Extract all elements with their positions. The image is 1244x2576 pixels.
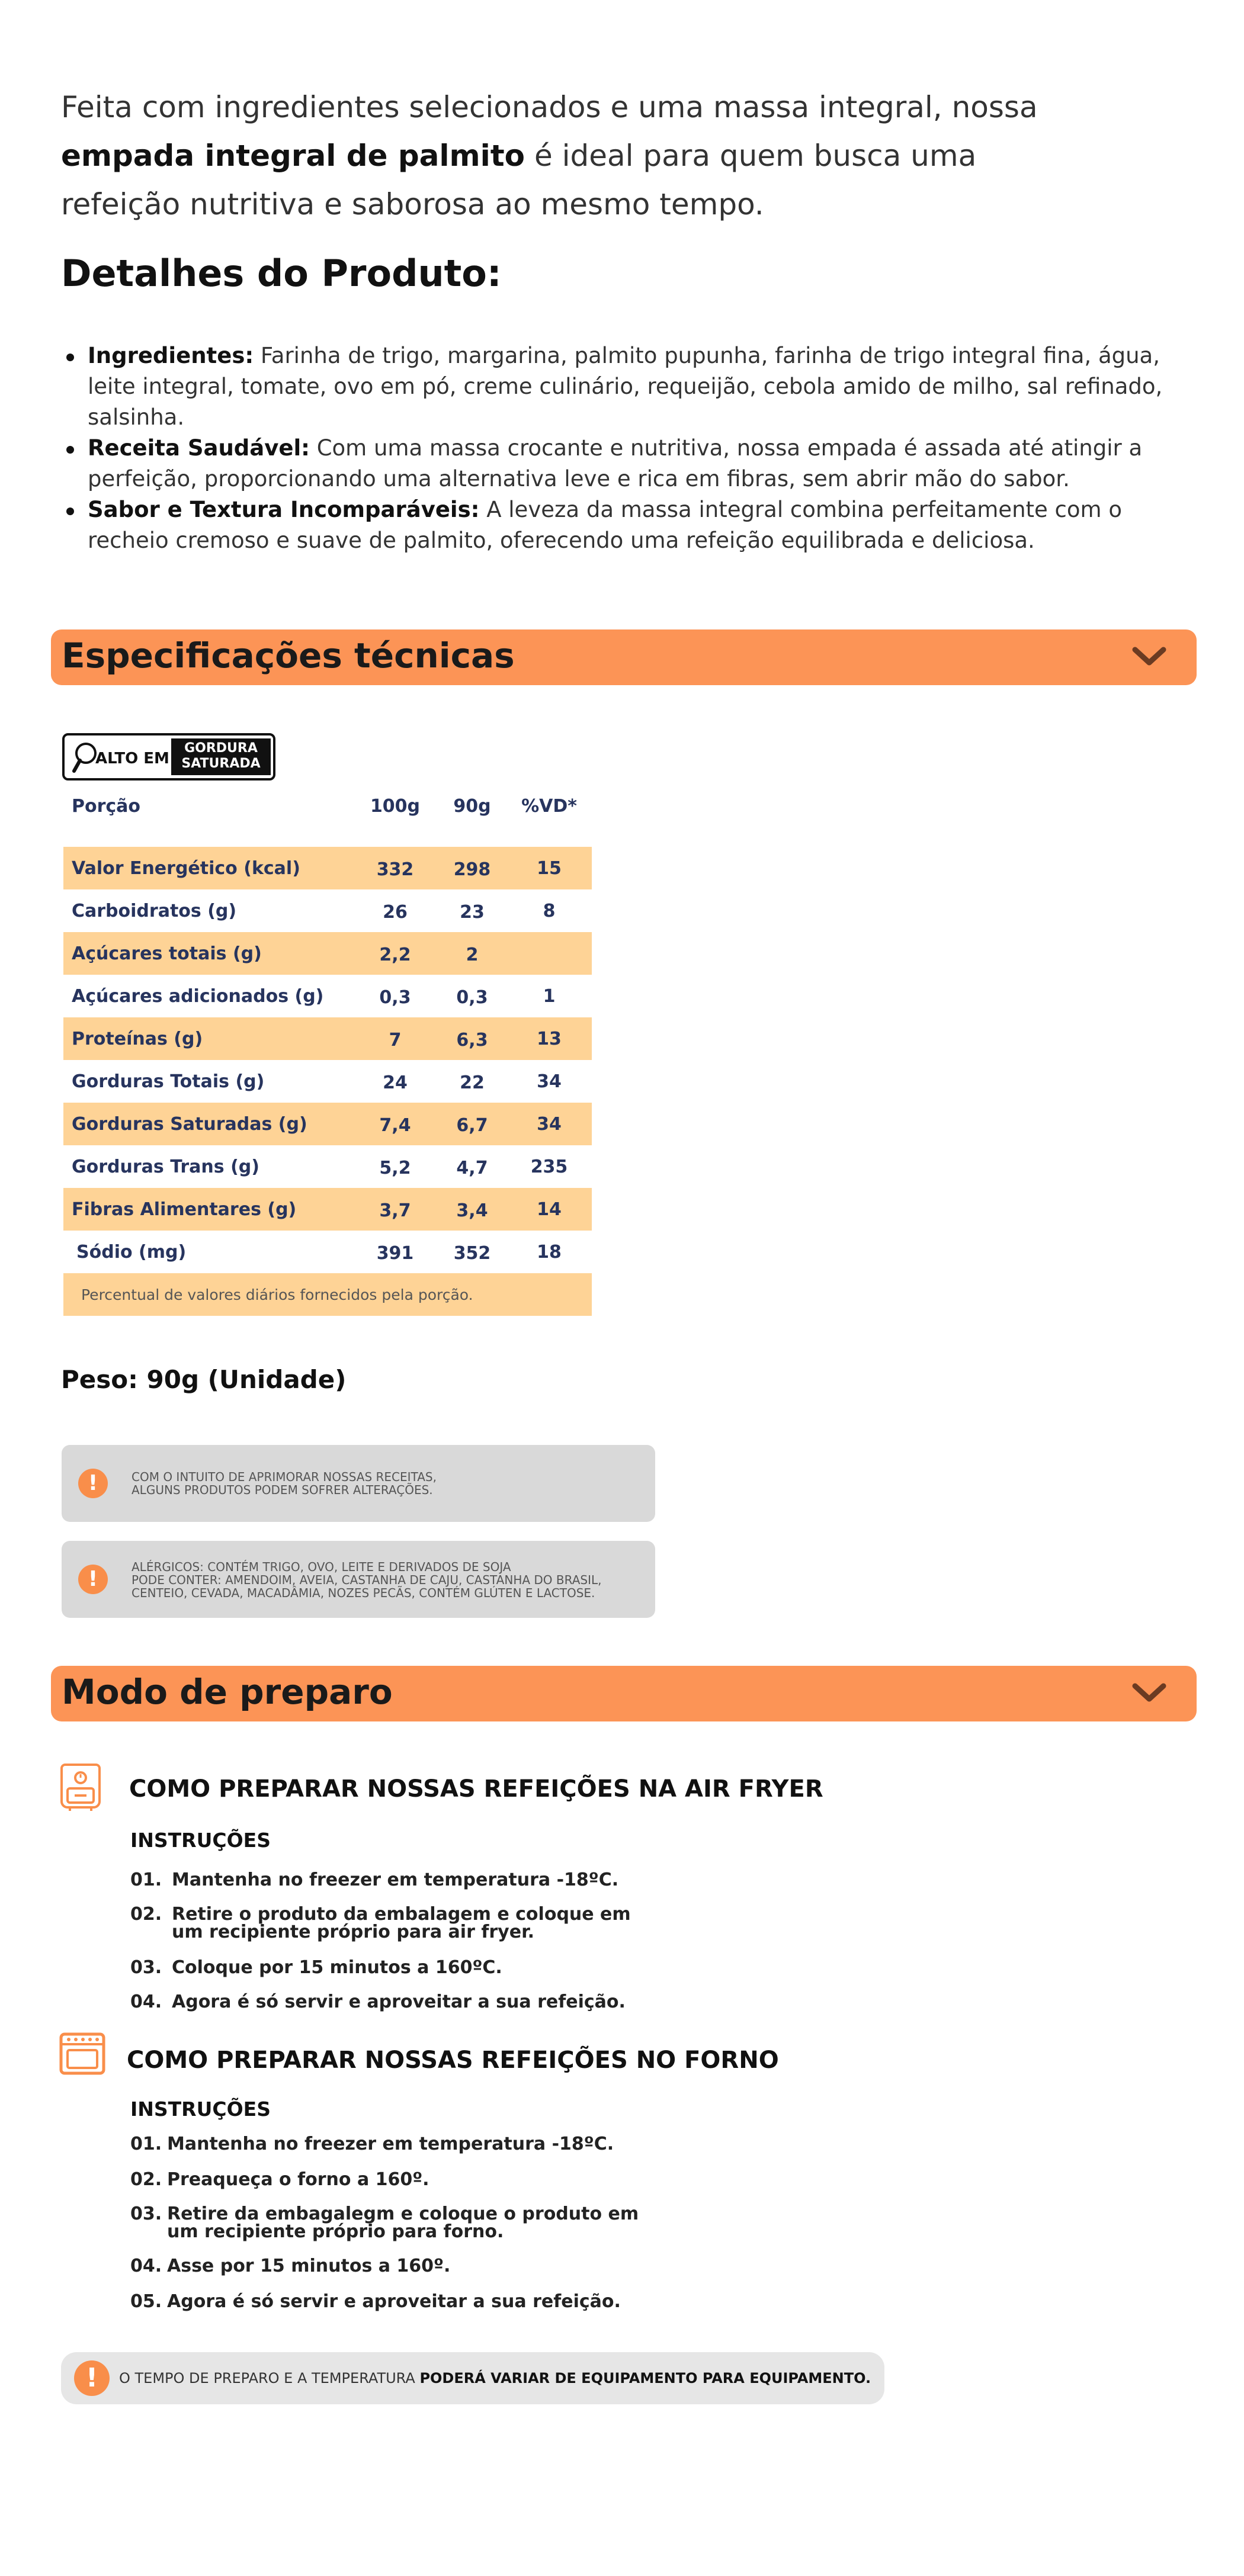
note-text [119, 2370, 871, 2387]
chevron-down-icon[interactable] [1131, 645, 1167, 669]
product-weight: Peso: 90g (Unidade) [61, 1365, 347, 1394]
list-item [130, 1993, 663, 2028]
row-90g: 2 [466, 945, 479, 965]
list-item-label: Receita Saudável: [88, 435, 310, 461]
intro-text-2: é ideal para quem busca uma [534, 139, 977, 173]
badge-line-1: GORDURA [184, 741, 258, 756]
step-text: Mantenha no freezer em temperatura -18ºC. [167, 2134, 614, 2154]
table-footnote [63, 1273, 592, 1316]
allergen-notice [62, 1541, 655, 1618]
prep-accordion-header[interactable] [51, 1666, 1197, 1721]
step-text: Asse por 15 minutos a 160º. [167, 2256, 451, 2276]
step-number: 02. [130, 1904, 162, 1925]
list-item-text: Farinha de trigo, margarina, palmito pupunha, farinha de trigo integral fina, água, leite integral, tomate, ovo em pó, creme culinário, requeijão, cebola amido de milho, sal refinado, salsinha. [88, 343, 1163, 430]
list-item [130, 1906, 663, 1959]
row-vd: 15 [537, 858, 562, 879]
row-vd: 34 [537, 1114, 562, 1135]
table-row [63, 932, 592, 975]
row-label: Gorduras Totais (g) [72, 1071, 265, 1092]
table-row [63, 889, 592, 932]
step-text: Mantenha no freezer em temperatura -18ºC. [172, 1870, 619, 1890]
list-item [65, 341, 1179, 433]
step-text: Preaqueça o forno a 160º. [167, 2169, 429, 2190]
table-row [63, 1017, 592, 1060]
row-90g: 22 [460, 1072, 485, 1093]
row-vd: 34 [537, 1071, 562, 1092]
oven-steps [130, 2135, 663, 2327]
row-100g: 2,2 [379, 945, 411, 965]
row-label: Açúcares totais (g) [72, 943, 262, 964]
high-saturated-fat-badge [62, 733, 275, 780]
row-label: Proteínas (g) [72, 1029, 203, 1049]
list-item [130, 2205, 663, 2257]
header-90g: 90g [453, 796, 491, 817]
intro-product-name: empada integral de palmito [61, 139, 525, 173]
specs-title: Especificações técnicas [62, 635, 515, 676]
step-number: 01. [130, 1870, 162, 1890]
intro-text-1: Feita com ingredientes selecionados e uma massa integral, nossa [61, 90, 1038, 124]
row-90g: 23 [460, 902, 485, 923]
table-row [63, 1188, 592, 1231]
row-100g: 391 [376, 1243, 414, 1264]
list-item [130, 1871, 663, 1906]
header-portion: Porção [72, 796, 141, 817]
step-number: 03. [130, 1957, 162, 1978]
step-text: Agora é só servir e aproveitar a sua refeição. [172, 1992, 626, 2012]
list-item-text: A leveza da massa integral combina perfeitamente com o recheio cremoso e suave de palmito, oferecendo uma refeição equilibrada e deliciosa. [88, 497, 1122, 553]
oven-icon [59, 2032, 105, 2075]
footnote-text: Percentual de valores diários fornecidos pela porção. [81, 1286, 473, 1303]
badge-line-2: SATURADA [181, 756, 261, 771]
step-number: 04. [130, 2256, 162, 2276]
list-item [65, 433, 1179, 494]
table-header [63, 788, 592, 847]
oven-instructions-label: INSTRUÇÕES [130, 2098, 271, 2121]
row-90g: 6,3 [456, 1030, 488, 1051]
row-100g: 26 [383, 902, 408, 923]
table-row [63, 847, 592, 889]
intro-paragraph [61, 83, 1068, 229]
table-row [63, 1231, 592, 1273]
prep-variation-note [61, 2352, 884, 2404]
row-label: Açúcares adicionados (g) [72, 986, 324, 1007]
airfryer-steps [130, 1871, 663, 2028]
step-text: Coloque por 15 minutos a 160ºC. [172, 1957, 502, 1978]
row-90g: 0,3 [456, 987, 488, 1008]
step-number: 05. [130, 2291, 162, 2312]
details-list [65, 341, 1179, 556]
row-90g: 298 [453, 859, 491, 880]
row-label: Gorduras Trans (g) [72, 1157, 259, 1177]
badge-box [171, 738, 271, 775]
alert-icon: ! [74, 2360, 110, 2396]
details-title: Detalhes do Produto: [61, 252, 502, 295]
airfryer-title: COMO PREPARAR NOSSAS REFEIÇÕES NA AIR FRYER [129, 1775, 823, 1803]
row-label: Fibras Alimentares (g) [72, 1199, 297, 1220]
row-vd: 14 [537, 1199, 562, 1220]
intro-text-3: refeição nutritiva e saborosa ao mesmo tempo. [61, 187, 764, 221]
header-vd: %VD* [521, 796, 577, 817]
list-item [130, 2135, 663, 2171]
row-100g: 24 [383, 1072, 408, 1093]
row-label: Sódio (mg) [76, 1242, 187, 1263]
prep-title: Modo de preparo [62, 1672, 393, 1712]
list-item-label: Ingredientes: [88, 343, 254, 368]
note-plain: O TEMPO DE PREPARO E A TEMPERATURA [119, 2370, 415, 2387]
air-fryer-icon [59, 1760, 102, 1811]
chevron-down-icon[interactable] [1131, 1681, 1167, 1705]
step-number: 02. [130, 2169, 162, 2190]
alert-icon: ! [78, 1565, 108, 1594]
row-100g: 7,4 [379, 1115, 411, 1136]
row-90g: 4,7 [456, 1158, 488, 1178]
row-90g: 6,7 [456, 1115, 488, 1136]
step-text: Retire da embagalegm e coloque o produto em um recipiente próprio para forno. [167, 2204, 639, 2242]
table-row [63, 975, 592, 1017]
row-100g: 0,3 [379, 987, 411, 1008]
alert-icon: ! [78, 1469, 108, 1498]
row-100g: 3,7 [379, 1200, 411, 1221]
nutrition-table [63, 788, 592, 1316]
list-item [130, 1959, 663, 1993]
list-item [65, 494, 1179, 556]
row-vd: 13 [537, 1029, 562, 1049]
table-row [63, 1145, 592, 1188]
specs-accordion-header[interactable] [51, 629, 1197, 685]
recipe-change-notice [62, 1445, 655, 1522]
step-number: 01. [130, 2134, 162, 2154]
list-item-label: Sabor e Textura Incomparáveis: [88, 497, 480, 522]
row-vd: 8 [543, 901, 556, 921]
list-item [130, 2171, 663, 2205]
header-100g: 100g [370, 796, 421, 817]
step-number: 04. [130, 1992, 162, 2012]
table-row [63, 1103, 592, 1145]
list-item [130, 2293, 663, 2327]
row-100g: 5,2 [379, 1158, 411, 1178]
row-vd: 1 [543, 986, 556, 1007]
note-bold: PODERÁ VARIAR DE EQUIPAMENTO PARA EQUIPAMENTO. [419, 2370, 871, 2387]
allergen-text: ALÉRGICOS: CONTÉM TRIGO, OVO, LEITE E DERIVADOS DE SOJA PODE CONTER: AMENDOIM, AVEIA, CASTANHA DE CAJU, CASTANHA DO BRASIL, CENTEIO, CEVADA, MACADÂMIA, NOZES PECÃS, CONTÉM GLÚTEN E LACTOSE. [132, 1560, 602, 1600]
row-vd: 18 [537, 1242, 562, 1263]
row-100g: 332 [376, 859, 414, 880]
row-label: Gorduras Saturadas (g) [72, 1114, 307, 1135]
oven-title: COMO PREPARAR NOSSAS REFEIÇÕES NO FORNO [127, 2047, 779, 2074]
table-row [63, 1060, 592, 1103]
step-text: Retire o produto da embalagem e coloque em um recipiente próprio para air fryer. [172, 1904, 631, 1942]
airfryer-instructions-label: INSTRUÇÕES [130, 1829, 271, 1852]
row-vd: 235 [530, 1157, 568, 1177]
badge-alto-label: ALTO EM [95, 750, 169, 767]
step-text: Agora é só servir e aproveitar a sua refeição. [167, 2291, 621, 2312]
list-item [130, 2257, 663, 2293]
row-90g: 3,4 [456, 1200, 488, 1221]
notice-text: COM O INTUITO DE APRIMORAR NOSSAS RECEITAS, ALGUNS PRODUTOS PODEM SOFRER ALTERAÇÕES. [132, 1470, 437, 1497]
row-100g: 7 [389, 1030, 402, 1051]
step-number: 03. [130, 2204, 162, 2224]
row-90g: 352 [453, 1243, 491, 1264]
list-item-text: Com uma massa crocante e nutritiva, nossa empada é assada até atingir a perfeição, proporcionando uma alternativa leve e rica em fibras, sem abrir mão do sabor. [88, 435, 1143, 492]
row-label: Valor Energético (kcal) [72, 858, 300, 879]
row-label: Carboidratos (g) [72, 901, 237, 921]
